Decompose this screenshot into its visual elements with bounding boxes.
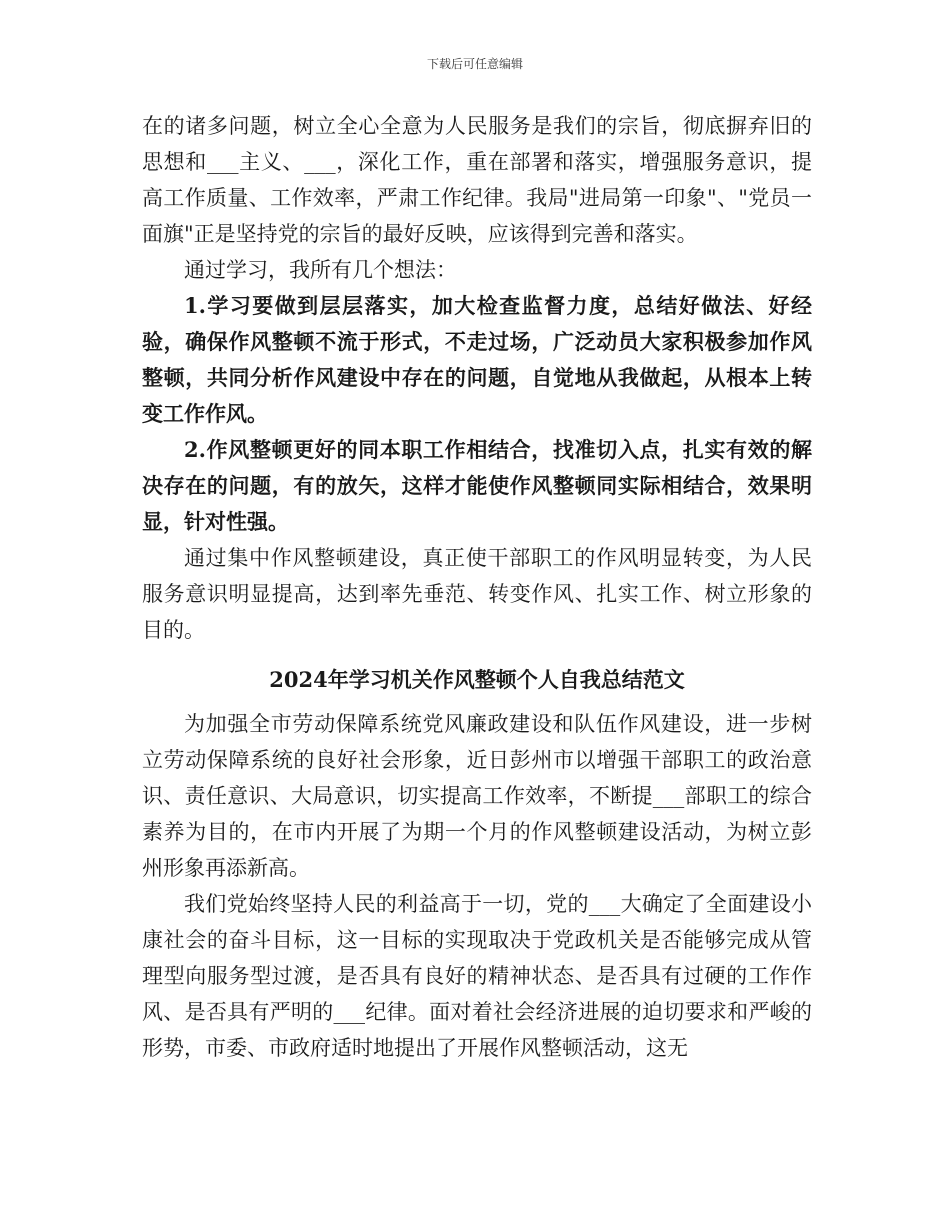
paragraph-conclusion: 通过集中作风整顿建设，真正使干部职工的作风明显转变，为人民服务意识明显提高，达到率先垂范、转变作风、扎实工作、树立形象的目的。 [142,546,812,642]
paragraph-intro-thoughts: 通过学习，我所有几个想法： [184,258,457,282]
paragraph-section-1: 为加强全市劳动保障系统党风廉政建设和队伍作风建设，进一步树立劳动保障系统的良好社会形象，近日彭州市以增强干部职工的政治意识、责任意识、大局意识，切实提高工作效率，不断提___部职工的综合素养为目的，在市内开展了为期一个月的作风整顿建设活动，为树立彭州形象再添新高。 [142,712,812,880]
page-header-note: 下载后可任意编辑 [426,57,523,71]
paragraph-point-2: 2.作风整顿更好的同本职工作相结合，找准切入点，扎实有效的解决存在的问题，有的放矢，这样才能使作风整顿同实际相结合，效果明显，针对性强。 [142,437,812,534]
document-body [142,108,812,1066]
section-title: 2024年学习机关作风整顿个人自我总结范文 [269,667,685,692]
paragraph-point-1: 1.学习要做到层层落实，加大检查监督力度，总结好做法、好经验，确保作风整顿不流于形式，不走过场，广泛动员大家积极参加作风整顿，共同分析作风建设中存在的问题，自觉地从我做起，从根本上转变工作作风。 [142,293,812,426]
paragraph-continuation: 在的诸多问题，树立全心全意为人民服务是我们的宗旨，彻底摒弃旧的思想和___主义、___，深化工作，重在部署和落实，增强服务意识，提高工作质量、工作效率，严肃工作纪律。我局"进局第一印象"、"党员一面旗"正是坚持党的宗旨的最好反映，应该得到完善和落实。 [142,114,812,246]
paragraph-section-2: 我们党始终坚持人民的利益高于一切，党的___大确定了全面建设小康社会的奋斗目标，这一目标的实现取决于党政机关是否能够完成从管理型向服务型过渡，是否具有良好的精神状态、是否具有过硬的工作作风、是否具有严明的___纪律。面对着社会经济进展的迫切要求和严峻的形势，市委、市政府适时地提出了开展作风整顿活动，这无 [142,892,812,1060]
